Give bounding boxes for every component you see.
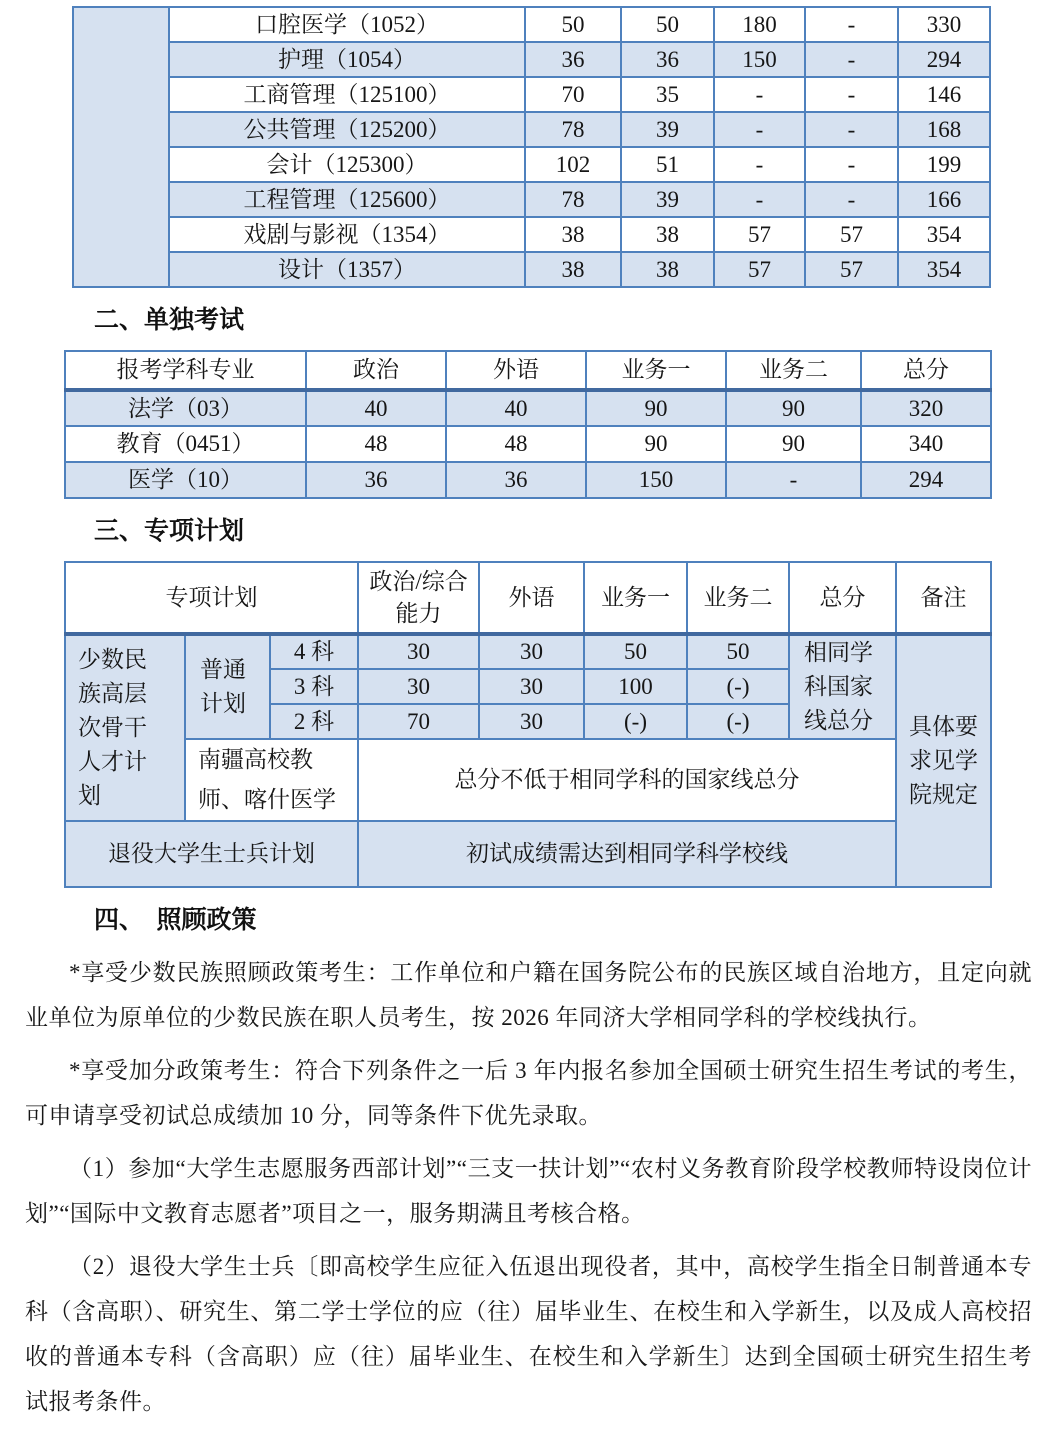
- table-row: [65, 634, 991, 669]
- subject-count-cell: 4 科: [270, 634, 358, 669]
- table-row: [73, 182, 990, 217]
- column-header-cell: 报考学科专业: [65, 351, 306, 390]
- score-cell: 48: [306, 426, 446, 462]
- score-cell: 90: [726, 390, 861, 426]
- subject-count-cell: 2 科: [270, 704, 358, 739]
- score-cell: -: [805, 182, 898, 217]
- score-cell: 40: [446, 390, 586, 426]
- table-row: [73, 147, 990, 182]
- table-row: [73, 7, 990, 42]
- major-name-cell: 戏剧与影视（1354）: [169, 217, 525, 252]
- score-cell: 30: [479, 634, 584, 669]
- score-cell: 50: [687, 634, 789, 669]
- column-header-cell: 业务一: [584, 562, 687, 634]
- score-cell: 48: [446, 426, 586, 462]
- major-name-cell: 护理（1054）: [169, 42, 525, 77]
- score-cell: 78: [525, 182, 621, 217]
- major-name-cell: 工程管理（125600）: [169, 182, 525, 217]
- score-cell: 340: [861, 426, 991, 462]
- table-row: [73, 112, 990, 147]
- score-cell: 150: [586, 462, 726, 498]
- score-cell: 354: [898, 252, 990, 287]
- subject-count-cell: 3 科: [270, 669, 358, 704]
- score-cell: -: [714, 147, 805, 182]
- score-cell: 199: [898, 147, 990, 182]
- score-cell: 90: [586, 390, 726, 426]
- score-cell: 70: [525, 77, 621, 112]
- general-plan-label-cell: 普通计划: [185, 634, 270, 739]
- major-name-cell: 公共管理（125200）: [169, 112, 525, 147]
- score-cell: 50: [584, 634, 687, 669]
- score-cell: 320: [861, 390, 991, 426]
- major-name-cell: 法学（03）: [65, 390, 306, 426]
- score-cell: 102: [525, 147, 621, 182]
- score-cell: 90: [586, 426, 726, 462]
- score-cell: 70: [358, 704, 479, 739]
- table-row: [73, 42, 990, 77]
- score-cell: 168: [898, 112, 990, 147]
- column-header-cell: 政治/综合能力: [358, 562, 479, 634]
- score-cell: 57: [714, 252, 805, 287]
- score-cell: -: [714, 77, 805, 112]
- policy-paragraph-minority: *享受少数民族照顾政策考生：工作单位和户籍在国务院公布的民族区域自治地方，且定向就业单位为原单位的少数民族在职人员考生，按 2026 年同济大学相同学科的学校线执行。: [25, 960, 1032, 1030]
- empty-category-merged-cell: [73, 7, 169, 287]
- column-header-cell: 业务二: [726, 351, 861, 390]
- column-header-cell: 业务二: [687, 562, 789, 634]
- score-cell: 57: [805, 252, 898, 287]
- nanjiang-label-cell: 南疆高校教师、喀什医学: [185, 739, 358, 821]
- score-cell: 39: [621, 112, 714, 147]
- policy-paragraph-bonus: *享受加分政策考生：符合下列条件之一后 3 年内报名参加全国硕士研究生招生考试的考生，可申请享受初试总成绩加 10 分，同等条件下优先录取。: [25, 1058, 1032, 1128]
- score-cell: 35: [621, 77, 714, 112]
- score-cell: 166: [898, 182, 990, 217]
- score-cell: 38: [525, 252, 621, 287]
- section-heading-separate-exam: 二、单独考试: [94, 306, 245, 334]
- score-cell: 30: [479, 704, 584, 739]
- score-cell: 36: [306, 462, 446, 498]
- score-cell: 294: [861, 462, 991, 498]
- column-header-cell: 专项计划: [65, 562, 358, 634]
- major-name-cell: 口腔医学（1052）: [169, 7, 525, 42]
- column-header-cell: 政治: [306, 351, 446, 390]
- major-name-cell: 设计（1357）: [169, 252, 525, 287]
- column-header-cell: 外语: [446, 351, 586, 390]
- separate-exam-table: [64, 350, 992, 499]
- score-cell: 30: [479, 669, 584, 704]
- score-cell: -: [714, 182, 805, 217]
- veteran-rule-cell: 初试成绩需达到相同学科学校线: [358, 821, 896, 887]
- score-cell: 36: [621, 42, 714, 77]
- score-cell: 146: [898, 77, 990, 112]
- score-cell: 100: [584, 669, 687, 704]
- score-cell: 294: [898, 42, 990, 77]
- score-cell: 38: [621, 217, 714, 252]
- score-cell: 354: [898, 217, 990, 252]
- score-cell: (-): [584, 704, 687, 739]
- score-cell: 36: [446, 462, 586, 498]
- score-cell: 180: [714, 7, 805, 42]
- score-cell: 30: [358, 634, 479, 669]
- score-cell: 50: [621, 7, 714, 42]
- score-cell: -: [805, 7, 898, 42]
- score-cell: (-): [687, 704, 789, 739]
- score-cell: -: [714, 112, 805, 147]
- score-cell: 30: [358, 669, 479, 704]
- major-name-cell: 工商管理（125100）: [169, 77, 525, 112]
- score-cell: 78: [525, 112, 621, 147]
- score-cell: -: [805, 42, 898, 77]
- nanjiang-rule-cell: 总分不低于相同学科的国家线总分: [358, 739, 896, 821]
- special-plan-table: [64, 561, 992, 888]
- section-heading-preferential-policy: 四、 照顾政策: [94, 906, 257, 934]
- table-header-row: [65, 351, 991, 390]
- score-cell: (-): [687, 669, 789, 704]
- score-cell: -: [805, 147, 898, 182]
- score-cell: 36: [525, 42, 621, 77]
- score-cell: 90: [726, 426, 861, 462]
- section-heading-special-plan: 三、专项计划: [94, 517, 245, 545]
- table-row: [73, 217, 990, 252]
- table-row: [65, 739, 991, 821]
- column-header-cell: 外语: [479, 562, 584, 634]
- column-header-cell: 总分: [789, 562, 896, 634]
- column-header-cell: 备注: [896, 562, 991, 634]
- score-cell: 40: [306, 390, 446, 426]
- score-cell: -: [726, 462, 861, 498]
- score-cell: 57: [805, 217, 898, 252]
- table-row: [65, 821, 991, 887]
- score-cell: 39: [621, 182, 714, 217]
- major-name-cell: 教育（0451）: [65, 426, 306, 462]
- score-cell: 38: [621, 252, 714, 287]
- total-score-note-cell: 相同学科国家线总分: [789, 634, 896, 739]
- policy-paragraph-item-2: （2）退役大学生士兵〔即高校学生应征入伍退出现役者，其中，高校学生指全日制普通本专科（含高职）、研究生、第二学士学位的应（往）届毕业生、在校生和入学新生，以及成人高校招收的普通本专科（含高职）应（往）届毕业生、在校生和入学新生〕达到全国硕士研究生招生考试报考条件。: [25, 1254, 1032, 1414]
- table-row: [73, 77, 990, 112]
- minority-plan-label-cell: 少数民族高层次骨干人才计划: [65, 634, 185, 821]
- column-header-cell: 业务一: [586, 351, 726, 390]
- major-name-cell: 医学（10）: [65, 462, 306, 498]
- column-header-cell: 总分: [861, 351, 991, 390]
- table-row: [73, 252, 990, 287]
- veteran-label-cell: 退役大学生士兵计划: [65, 821, 358, 887]
- major-name-cell: 会计（125300）: [169, 147, 525, 182]
- table-row: [65, 426, 991, 462]
- score-cell: 330: [898, 7, 990, 42]
- score-cell: -: [805, 77, 898, 112]
- score-cell: -: [805, 112, 898, 147]
- score-cell: 57: [714, 217, 805, 252]
- score-line-table-continued: [72, 6, 991, 288]
- score-cell: 51: [621, 147, 714, 182]
- table-header-row: [65, 562, 991, 634]
- remark-cell: 具体要求见学院规定: [896, 634, 991, 887]
- table-row: [65, 462, 991, 498]
- score-cell: 38: [525, 217, 621, 252]
- score-cell: 50: [525, 7, 621, 42]
- table-row: [65, 390, 991, 426]
- policy-paragraph-item-1: （1）参加“大学生志愿服务西部计划”“三支一扶计划”“农村义务教育阶段学校教师特设岗位计划”“国际中文教育志愿者”项目之一，服务期满且考核合格。: [25, 1156, 1032, 1226]
- score-cell: 150: [714, 42, 805, 77]
